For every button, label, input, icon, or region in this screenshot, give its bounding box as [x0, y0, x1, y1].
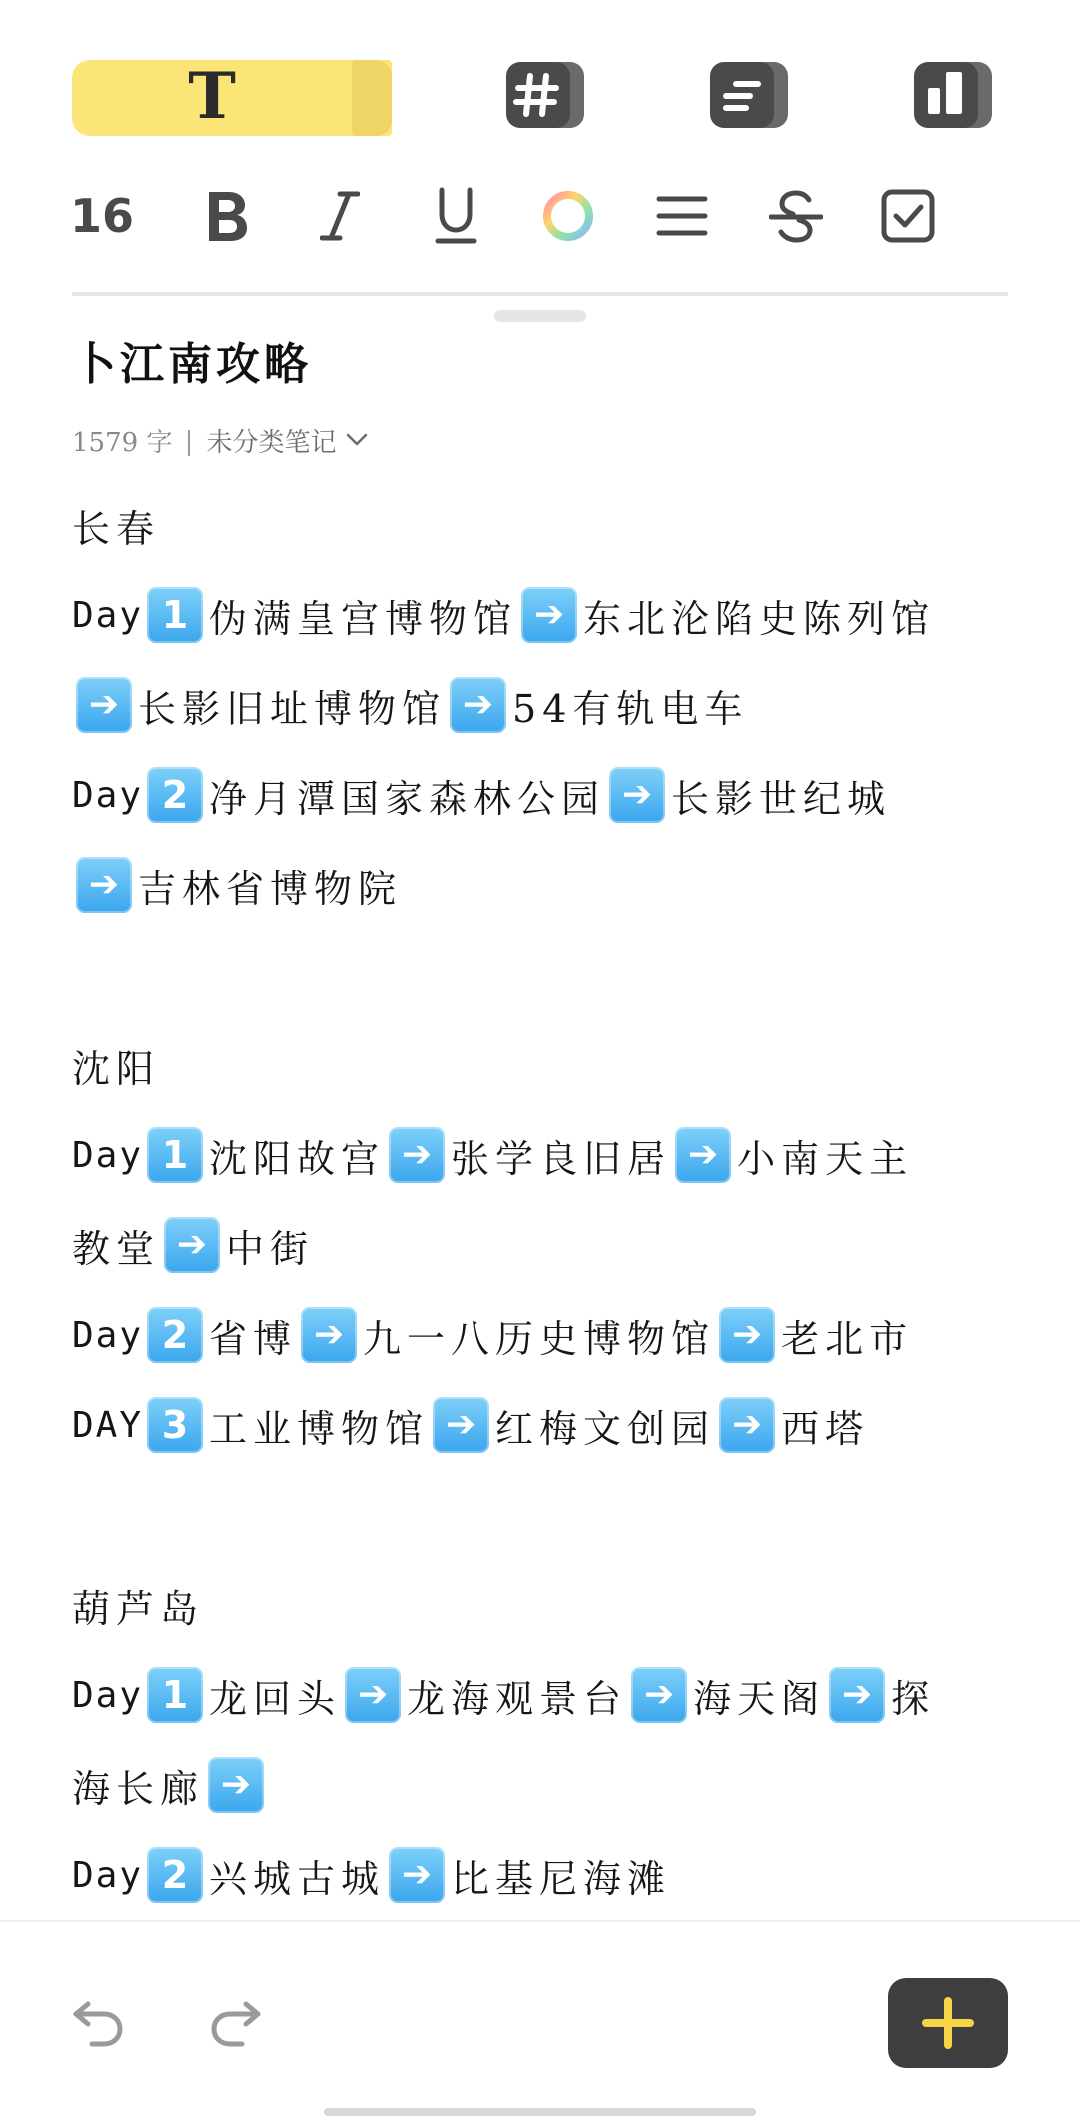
bold-button[interactable]	[188, 178, 264, 254]
place-name: 龙海观景台	[407, 1676, 628, 1721]
note-meta	[72, 420, 368, 460]
folder-name: 未分类笔记	[206, 427, 337, 458]
place-name: 长春	[72, 506, 161, 551]
keycap-number-icon: 1	[147, 587, 203, 643]
checkbox-icon	[880, 188, 936, 244]
place-name: 东北沦陷史陈列馆	[583, 596, 936, 641]
italic-button[interactable]	[302, 178, 378, 254]
day-label: DAY	[72, 1404, 144, 1446]
place-name: 西塔	[781, 1406, 870, 1451]
place-name: 红梅文创园	[495, 1406, 716, 1451]
itinerary-line	[72, 1740, 1008, 1830]
itinerary-line	[72, 840, 1008, 930]
keycap-number-icon: 3	[147, 1397, 203, 1453]
arrow-right-icon: ➔	[389, 1847, 445, 1903]
font-size-button[interactable]	[64, 178, 140, 254]
itinerary-line	[72, 1290, 1008, 1380]
template-icon	[912, 58, 998, 130]
arrow-right-icon: ➔	[76, 677, 132, 733]
day-label: Day	[72, 1674, 144, 1716]
place-name: 比基尼海滩	[451, 1856, 672, 1901]
place-name: 伪满皇宫博物馆	[209, 596, 518, 641]
arrow-right-icon: ➔	[208, 1757, 264, 1813]
city-heading	[72, 1560, 1008, 1650]
arrow-right-icon: ➔	[450, 677, 506, 733]
chevron-down-icon	[346, 433, 368, 447]
place-name: 沈阳故宫	[209, 1136, 386, 1181]
note-title[interactable]: 卜江南攻略	[72, 339, 312, 390]
place-name: 长影世纪城	[671, 776, 892, 821]
itinerary-line	[72, 1200, 1008, 1290]
redo-icon	[206, 1990, 266, 2050]
home-indicator	[324, 2108, 756, 2116]
mode-tab-row	[72, 56, 1008, 140]
italic-icon	[320, 188, 360, 244]
strikethrough-button[interactable]	[758, 178, 834, 254]
underline-button[interactable]	[418, 178, 494, 254]
keycap-number-icon: 2	[147, 1847, 203, 1903]
tab-text-edge	[352, 60, 392, 136]
align-button[interactable]	[644, 178, 720, 254]
itinerary-line	[72, 660, 1008, 750]
place-name: 长影旧址博物馆	[138, 686, 447, 731]
note-body[interactable]	[72, 480, 1008, 1920]
city-heading	[72, 1020, 1008, 1110]
arrow-right-icon: ➔	[389, 1127, 445, 1183]
arrow-right-icon: ➔	[719, 1397, 775, 1453]
city-heading	[72, 480, 1008, 570]
hashtag-icon	[504, 58, 590, 130]
tab-text-style[interactable]	[72, 56, 392, 136]
bold-icon	[201, 188, 251, 244]
place-name: 吉林省博物院	[138, 866, 403, 911]
bottom-bar	[0, 1920, 1080, 2120]
arrow-right-icon: ➔	[345, 1667, 401, 1723]
keycap-number-icon: 1	[147, 1127, 203, 1183]
blank-line	[72, 1470, 1008, 1560]
word-count: 1579 字	[72, 427, 173, 458]
place-name: 海长廊	[72, 1766, 205, 1811]
arrow-right-icon: ➔	[164, 1217, 220, 1273]
format-toolbar	[69, 178, 1008, 254]
keycap-number-icon: 1	[147, 1667, 203, 1723]
day-label: Day	[72, 1314, 144, 1356]
arrow-right-icon: ➔	[631, 1667, 687, 1723]
place-name: 中街	[226, 1226, 315, 1271]
tab-hashtag[interactable]	[504, 58, 590, 130]
itinerary-line	[72, 1650, 1008, 1740]
undo-button[interactable]	[68, 1990, 128, 2050]
itinerary-line	[72, 1830, 1008, 1920]
tab-template[interactable]	[912, 58, 998, 130]
day-label: Day	[72, 594, 144, 636]
itinerary-line	[72, 1110, 1008, 1200]
day-label: Day	[72, 1134, 144, 1176]
font-size-value: 16	[69, 189, 134, 243]
add-button[interactable]	[888, 1978, 1008, 2068]
tab-list[interactable]	[708, 58, 794, 130]
place-name: 老北市	[781, 1316, 914, 1361]
underline-icon	[434, 186, 478, 246]
list-format-icon	[708, 58, 794, 130]
place-name: 小南天主	[737, 1136, 914, 1181]
day-label: Day	[72, 1854, 144, 1896]
arrow-right-icon: ➔	[301, 1307, 357, 1363]
itinerary-line	[72, 570, 1008, 660]
text-color-button[interactable]	[530, 178, 606, 254]
toolbar-divider	[72, 292, 1008, 296]
place-name: 54有轨电车	[512, 686, 749, 731]
arrow-right-icon: ➔	[521, 587, 577, 643]
undo-icon	[68, 1990, 128, 2050]
blank-line	[72, 930, 1008, 1020]
arrow-right-icon: ➔	[76, 857, 132, 913]
meta-separator	[188, 430, 190, 456]
place-name: 张学良旧居	[451, 1136, 672, 1181]
text-style-icon: T	[188, 59, 236, 134]
place-name: 省博	[209, 1316, 298, 1361]
place-name: 工业博物馆	[209, 1406, 430, 1451]
arrow-right-icon: ➔	[829, 1667, 885, 1723]
place-name: 净月潭国家森林公园	[209, 776, 606, 821]
arrow-right-icon: ➔	[719, 1307, 775, 1363]
align-icon	[655, 193, 709, 239]
place-name: 教堂	[72, 1226, 161, 1271]
place-name: 葫芦岛	[72, 1586, 205, 1631]
drag-handle[interactable]	[494, 310, 586, 322]
strikethrough-icon	[769, 188, 823, 244]
place-name: 兴城古城	[209, 1856, 386, 1901]
redo-button[interactable]	[206, 1990, 266, 2050]
day-label: Day	[72, 774, 144, 816]
checkbox-button[interactable]	[870, 178, 946, 254]
place-name: 九一八历史博物馆	[363, 1316, 716, 1361]
arrow-right-icon: ➔	[609, 767, 665, 823]
place-name: 海天阁	[693, 1676, 826, 1721]
color-wheel-icon	[540, 188, 596, 244]
keycap-number-icon: 2	[147, 1307, 203, 1363]
place-name: 龙回头	[209, 1676, 342, 1721]
arrow-right-icon: ➔	[433, 1397, 489, 1453]
keycap-number-icon: 2	[147, 767, 203, 823]
plus-icon	[920, 1995, 976, 2051]
arrow-right-icon: ➔	[675, 1127, 731, 1183]
folder-selector[interactable]	[206, 422, 368, 459]
place-name: 探	[891, 1676, 936, 1721]
itinerary-line	[72, 1380, 1008, 1470]
place-name: 沈阳	[72, 1046, 161, 1091]
itinerary-line	[72, 750, 1008, 840]
